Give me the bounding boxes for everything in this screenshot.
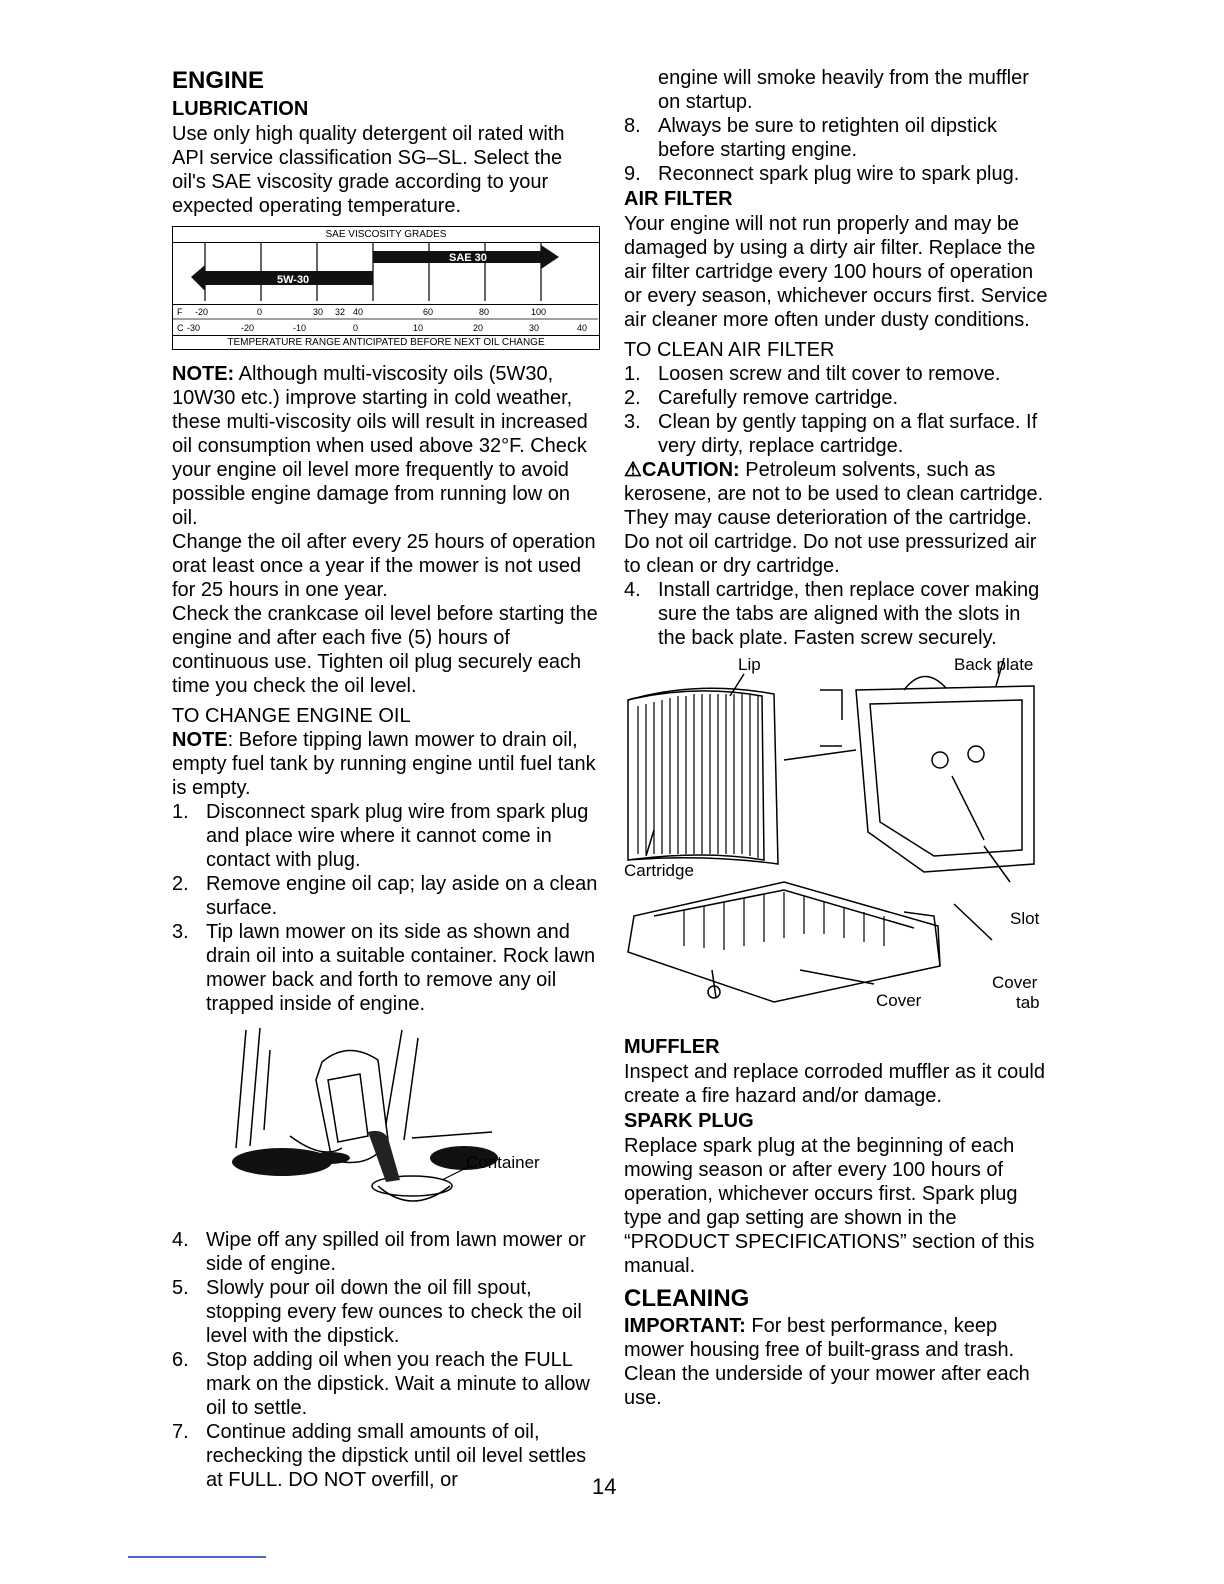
- svg-text:60: 60: [423, 307, 434, 317]
- list-item: 4. Wipe off any spilled oil from lawn mower or side of engine.: [172, 1229, 586, 1275]
- svg-text:100: 100: [531, 307, 547, 317]
- engine-heading: ENGINE: [172, 67, 265, 94]
- list-item: 2. Remove engine oil cap; lay aside on a clean surface.: [172, 873, 598, 919]
- sae-chart-caption: TEMPERATURE RANGE ANTICIPATED BEFORE NEXT OIL CHANGE: [173, 335, 599, 349]
- slot-label: Slot: [1010, 909, 1040, 928]
- list-item: 9. Reconnect spark plug wire to spark plug.: [624, 163, 1020, 185]
- caution-paragraph: ⚠CAUTION: Petroleum solvents, such as kerosene, are not to be used to clean cartridge. They may cause deterioration of the cartridge. Do not oil cartridge. Do not use pressurized air to clean or dry cartridge.: [624, 459, 1044, 577]
- steps-list-a: [172, 800, 600, 1016]
- warning-icon: ⚠: [624, 459, 642, 481]
- air-filter-text: Your engine will not run properly and may be damaged by using a dirty air filter. Replace the air filter cartridge every 100 hours of operation or every season, whichever occurs first. Service air cleaner more often under dusty conditions.: [624, 213, 1048, 331]
- list-item: 6. Stop adding oil when you reach the FULL mark on the dipstick. Wait a minute to allow oil to settle.: [172, 1349, 590, 1419]
- oil-drain-illustration: [172, 1020, 600, 1228]
- svg-text:F: F: [177, 307, 183, 317]
- cartridge-label: Cartridge: [624, 861, 694, 880]
- sae-chart-title: SAE VISCOSITY GRADES: [173, 227, 599, 243]
- sae-chart-graphic: [173, 243, 598, 301]
- change-oil-paragraph: Change the oil after every 25 hours of operation orat least once a year if the mower is not used for 25 hours in one year.: [172, 531, 596, 601]
- steps-list-d: [624, 362, 1048, 458]
- sae-temperature-scale: [173, 304, 598, 335]
- muffler-text: Inspect and replace corroded muffler as it could create a fire hazard and/or damage.: [624, 1061, 1045, 1107]
- list-item: 2. Carefully remove cartridge.: [624, 387, 899, 409]
- list-item: 1. Disconnect spark plug wire from spark plug and place wire where it cannot come in contact with plug.: [172, 801, 589, 871]
- lubrication-heading: LUBRICATION: [172, 98, 309, 120]
- svg-text:40: 40: [353, 307, 364, 317]
- svg-text:20: 20: [473, 323, 484, 333]
- to-clean-air-filter-heading: TO CLEAN AIR FILTER: [624, 339, 835, 361]
- list-item: 8. Always be sure to retighten oil dipstick before starting engine.: [624, 115, 998, 161]
- list-item: 7. Continue adding small amounts of oil, rechecking the dipstick until oil level settles at FULL. DO NOT overfill, or: [172, 1421, 587, 1491]
- cover-tab-label-2: tab: [1016, 993, 1040, 1012]
- steps-list-c: [624, 114, 1048, 186]
- steps-list-b: [172, 1228, 600, 1492]
- sae-viscosity-chart: [172, 226, 600, 350]
- back-plate-label: Back plate: [954, 655, 1034, 674]
- svg-text:30: 30: [313, 307, 324, 317]
- container-label: Container: [466, 1153, 540, 1172]
- important-paragraph: IMPORTANT: For best performance, keep mower housing free of built-grass and trash. Clean the underside of your mower after each use.: [624, 1315, 1030, 1409]
- svg-text:80: 80: [479, 307, 490, 317]
- cleaning-heading: CLEANING: [624, 1285, 750, 1312]
- note2-paragraph: NOTE: Before tipping lawn mower to drain oil, empty fuel tank by running engine until fuel tank is empty.: [172, 729, 596, 799]
- check-crankcase-paragraph: Check the crankcase oil level before starting the engine and after each five (5) hours of continuous use. Tighten oil plug securely each time you check the oil level.: [172, 603, 598, 697]
- air-filter-illustration: [624, 650, 1048, 1034]
- svg-text:-20: -20: [241, 323, 255, 333]
- lip-label: Lip: [738, 655, 761, 674]
- air-filter-drawing: [624, 650, 1048, 1034]
- spark-plug-heading: SPARK PLUG: [624, 1110, 754, 1132]
- svg-text:32: 32: [335, 307, 346, 317]
- cover-label: Cover: [876, 991, 922, 1010]
- svg-text:40: 40: [577, 323, 588, 333]
- 5w30-label: 5W-30: [277, 274, 310, 286]
- list-item: 5. Slowly pour oil down the oil fill spout, stopping every few ounces to check the oil level with the dipstick.: [172, 1277, 582, 1347]
- steps-list-e: [624, 578, 1048, 650]
- footer-rule: [128, 1556, 266, 1558]
- muffler-heading: MUFFLER: [624, 1036, 720, 1058]
- list-item: 3. Clean by gently tapping on a flat surface. If very dirty, replace cartridge.: [624, 411, 1038, 457]
- cover-tab-label-1: Cover: [992, 973, 1038, 992]
- svg-text:0: 0: [353, 323, 359, 333]
- page-number: 14: [592, 1474, 617, 1499]
- right-column: [624, 66, 1048, 1410]
- svg-text:-30: -30: [187, 323, 201, 333]
- air-filter-heading: AIR FILTER: [624, 188, 733, 210]
- svg-text:10: 10: [413, 323, 424, 333]
- list-item: 4. Install cartridge, then replace cover making sure the tabs are aligned with the slots in the back plate. Fasten screw securely.: [624, 579, 1040, 649]
- left-column: [172, 66, 600, 1492]
- svg-text:30: 30: [529, 323, 540, 333]
- list-item: 3. Tip lawn mower on its side as shown and drain oil into a suitable container. Rock lawn mower back and forth to remove any oil trapped inside of engine.: [172, 921, 596, 1015]
- svg-text:-20: -20: [195, 307, 209, 317]
- mower-draining-drawing: [172, 1020, 600, 1228]
- spark-plug-text: Replace spark plug at the beginning of each mowing season or after every 100 hours of operation, whichever occurs first. Spark plug type and gap setting are shown in the “PRODUCT SPECIFICATIONS” section of this manual.: [624, 1135, 1035, 1277]
- svg-text:C: C: [177, 323, 184, 333]
- svg-text:0: 0: [257, 307, 263, 317]
- note-paragraph: NOTE: Although multi-viscosity oils (5W30, 10W30 etc.) improve starting in cold weather, these multi-viscosity oils will result in increased oil consumption when used above 32°F. Check your engine oil level more frequently to avoid possible engine damage from running low on oil.: [172, 363, 588, 529]
- sae30-label: SAE 30: [449, 252, 487, 264]
- list-item: 1. Loosen screw and tilt cover to remove.: [624, 363, 1001, 385]
- svg-text:-10: -10: [293, 323, 307, 333]
- continued-text: engine will smoke heavily from the muffler on startup.: [658, 67, 1029, 113]
- lubrication-text: Use only high quality detergent oil rated with API service classification SG–SL. Select the oil's SAE viscosity grade according to your expected operating temperature.: [172, 123, 565, 217]
- to-change-oil-heading: TO CHANGE ENGINE OIL: [172, 705, 411, 727]
